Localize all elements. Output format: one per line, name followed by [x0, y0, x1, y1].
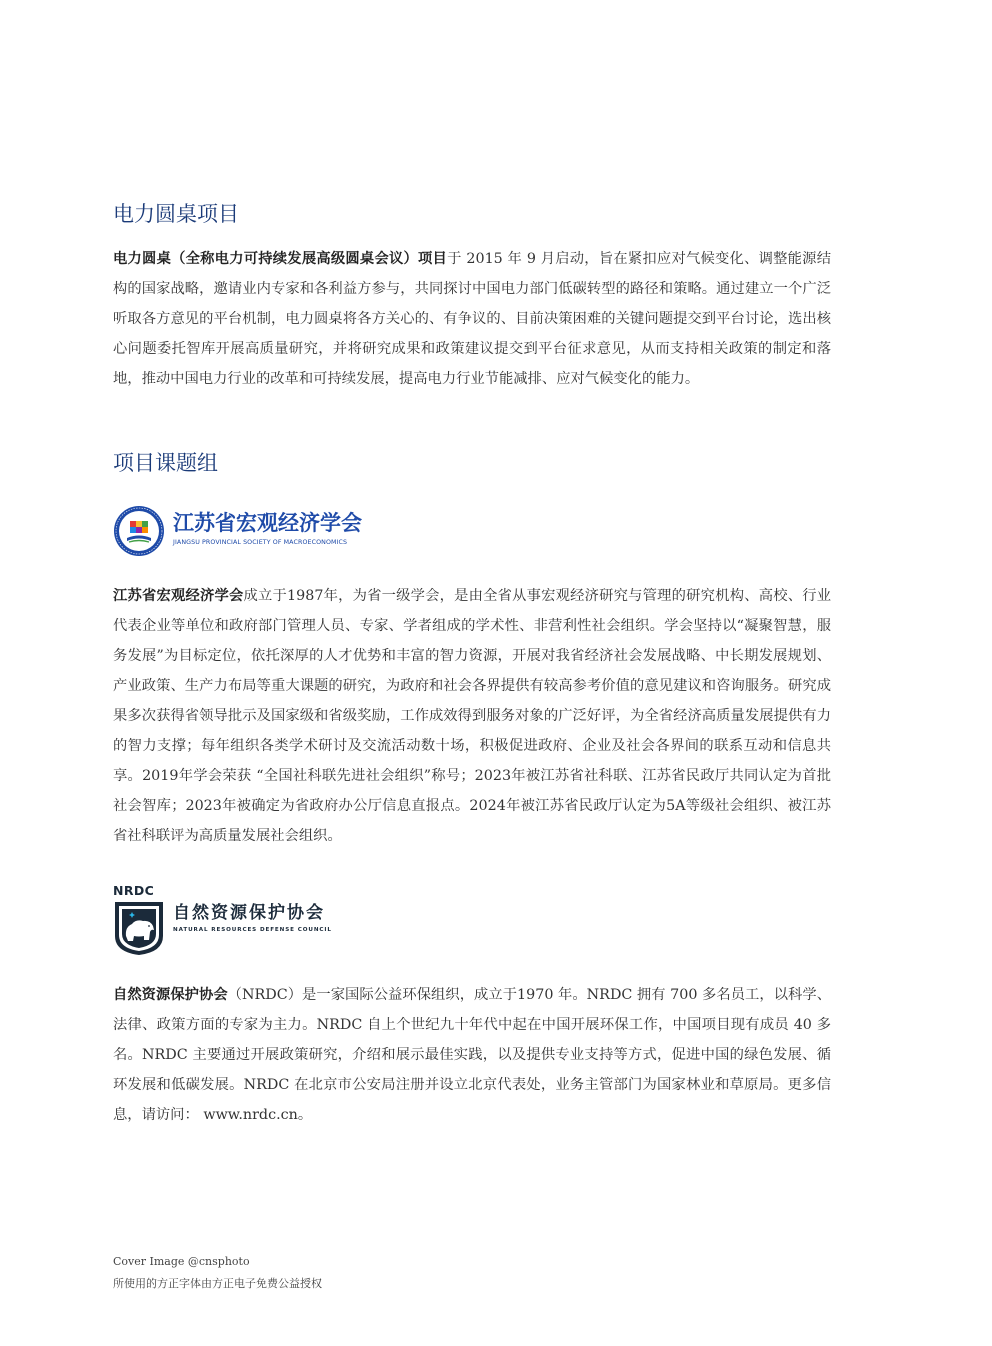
cover-image-credit: Cover Image @cnsphoto — [113, 1255, 250, 1268]
jiangsu-lead: 江苏省宏观经济学会 — [113, 588, 244, 604]
nrdc-logo-subtitle: NATURAL RESOURCES DEFENSE COUNCIL — [173, 927, 332, 933]
power-roundtable-paragraph — [113, 244, 831, 394]
nrdc-logo — [113, 884, 353, 956]
nrdc-lead: 自然资源保护协会 — [113, 987, 228, 1003]
power-roundtable-lead: 电力圆桌（全称电力可持续发展高级圆桌会议）项目 — [113, 251, 448, 267]
nrdc-wordmark: NRDC — [113, 883, 155, 898]
jiangsu-body: 成立于1987年，为省一级学会，是由全省从事宏观经济研究与管理的研究机构、高校、行业代表企业等单位和政府部门管理人员、专家、学者组成的学术性、非营利性社会组织。学会坚持以“凝聚智慧，服务发展”为目标定位，依托深厚的人才优势和丰富的智力资源，开展对我省经济社会发展战略、中长期发展规划、产业政策、生产力布局等重大课题的研究，为政府和社会各界提供有较高参考价值的意见建议和咨询服务。研究成果多次获得省领导批示及国家级和省级奖励，工作成效得到服务对象的广泛好评，为全省经济高质量发展提供有力的智力支撑；每年组织各类学术研讨及交流活动数十场，积极促进政府、企业及社会各界间的联系互动和信息共享。2019年学会荣获 “全国社科联先进社会组织”称号；2023年被江苏省社科联、江苏省民政厅共同认定为首批社会智库；2023年被确定为省政府办公厅信息直报点。2024年被江苏省民政厅认定为5A等级社会组织、被江苏省社科联评为高质量发展社会组织。 — [113, 588, 832, 844]
section-title-project-team: 项目课题组 — [113, 451, 218, 475]
nrdc-body: （NRDC）是一家国际公益环保组织，成立于1970 年。NRDC 拥有 700 多名员工，以科学、法律、政策方面的专家为主力。NRDC 自上个世纪九十年代中起在中国开展环保工作，中国项目现有成员 40 多名。NRDC 主要通过开展政策研究，介绍和展示最佳实践，以及提供专业支持等方式，促进中国的绿色发展、循环发展和低碳发展。NRDC 在北京市公安局注册并设立北京代表处，业务主管部门为国家林业和草原局。更多信息，请访问： www.nrdc.cn。 — [113, 987, 832, 1123]
nrdc-paragraph — [113, 980, 831, 1130]
section-title-power-roundtable: 电力圆桌项目 — [113, 202, 239, 226]
jiangsu-logo-subtitle: JIANGSU PROVINCIAL SOCIETY OF MACROECONOMICS — [173, 539, 348, 546]
font-license-credit: 所使用的方正字体由方正电子免费公益授权 — [113, 1277, 322, 1290]
jiangsu-society-logo — [113, 505, 373, 561]
jiangsu-logo-name: 江苏省宏观经济学会 — [173, 511, 362, 535]
power-roundtable-body: 于 2015 年 9 月启动，旨在紧扣应对气候变化、调整能源结构的国家战略，邀请业内专家和各利益方参与，共同探讨中国电力部门低碳转型的路径和策略。通过建立一个广泛听取各方意见的平台机制，电力圆桌将各方关心的、有争议的、目前决策困难的关键问题提交到平台讨论，选出核心问题委托智库开展高质量研究，并将研究成果和政策建议提交到平台征求意见，从而支持相关政策的制定和落地，推动中国电力行业的改革和可持续发展，提高电力行业节能减排、应对气候变化的能力。 — [113, 251, 831, 387]
jiangsu-seal-icon — [113, 505, 165, 557]
polar-bear-shield-icon — [113, 900, 165, 956]
jiangsu-paragraph — [113, 581, 831, 851]
nrdc-logo-name: 自然资源保护协会 — [173, 903, 325, 923]
